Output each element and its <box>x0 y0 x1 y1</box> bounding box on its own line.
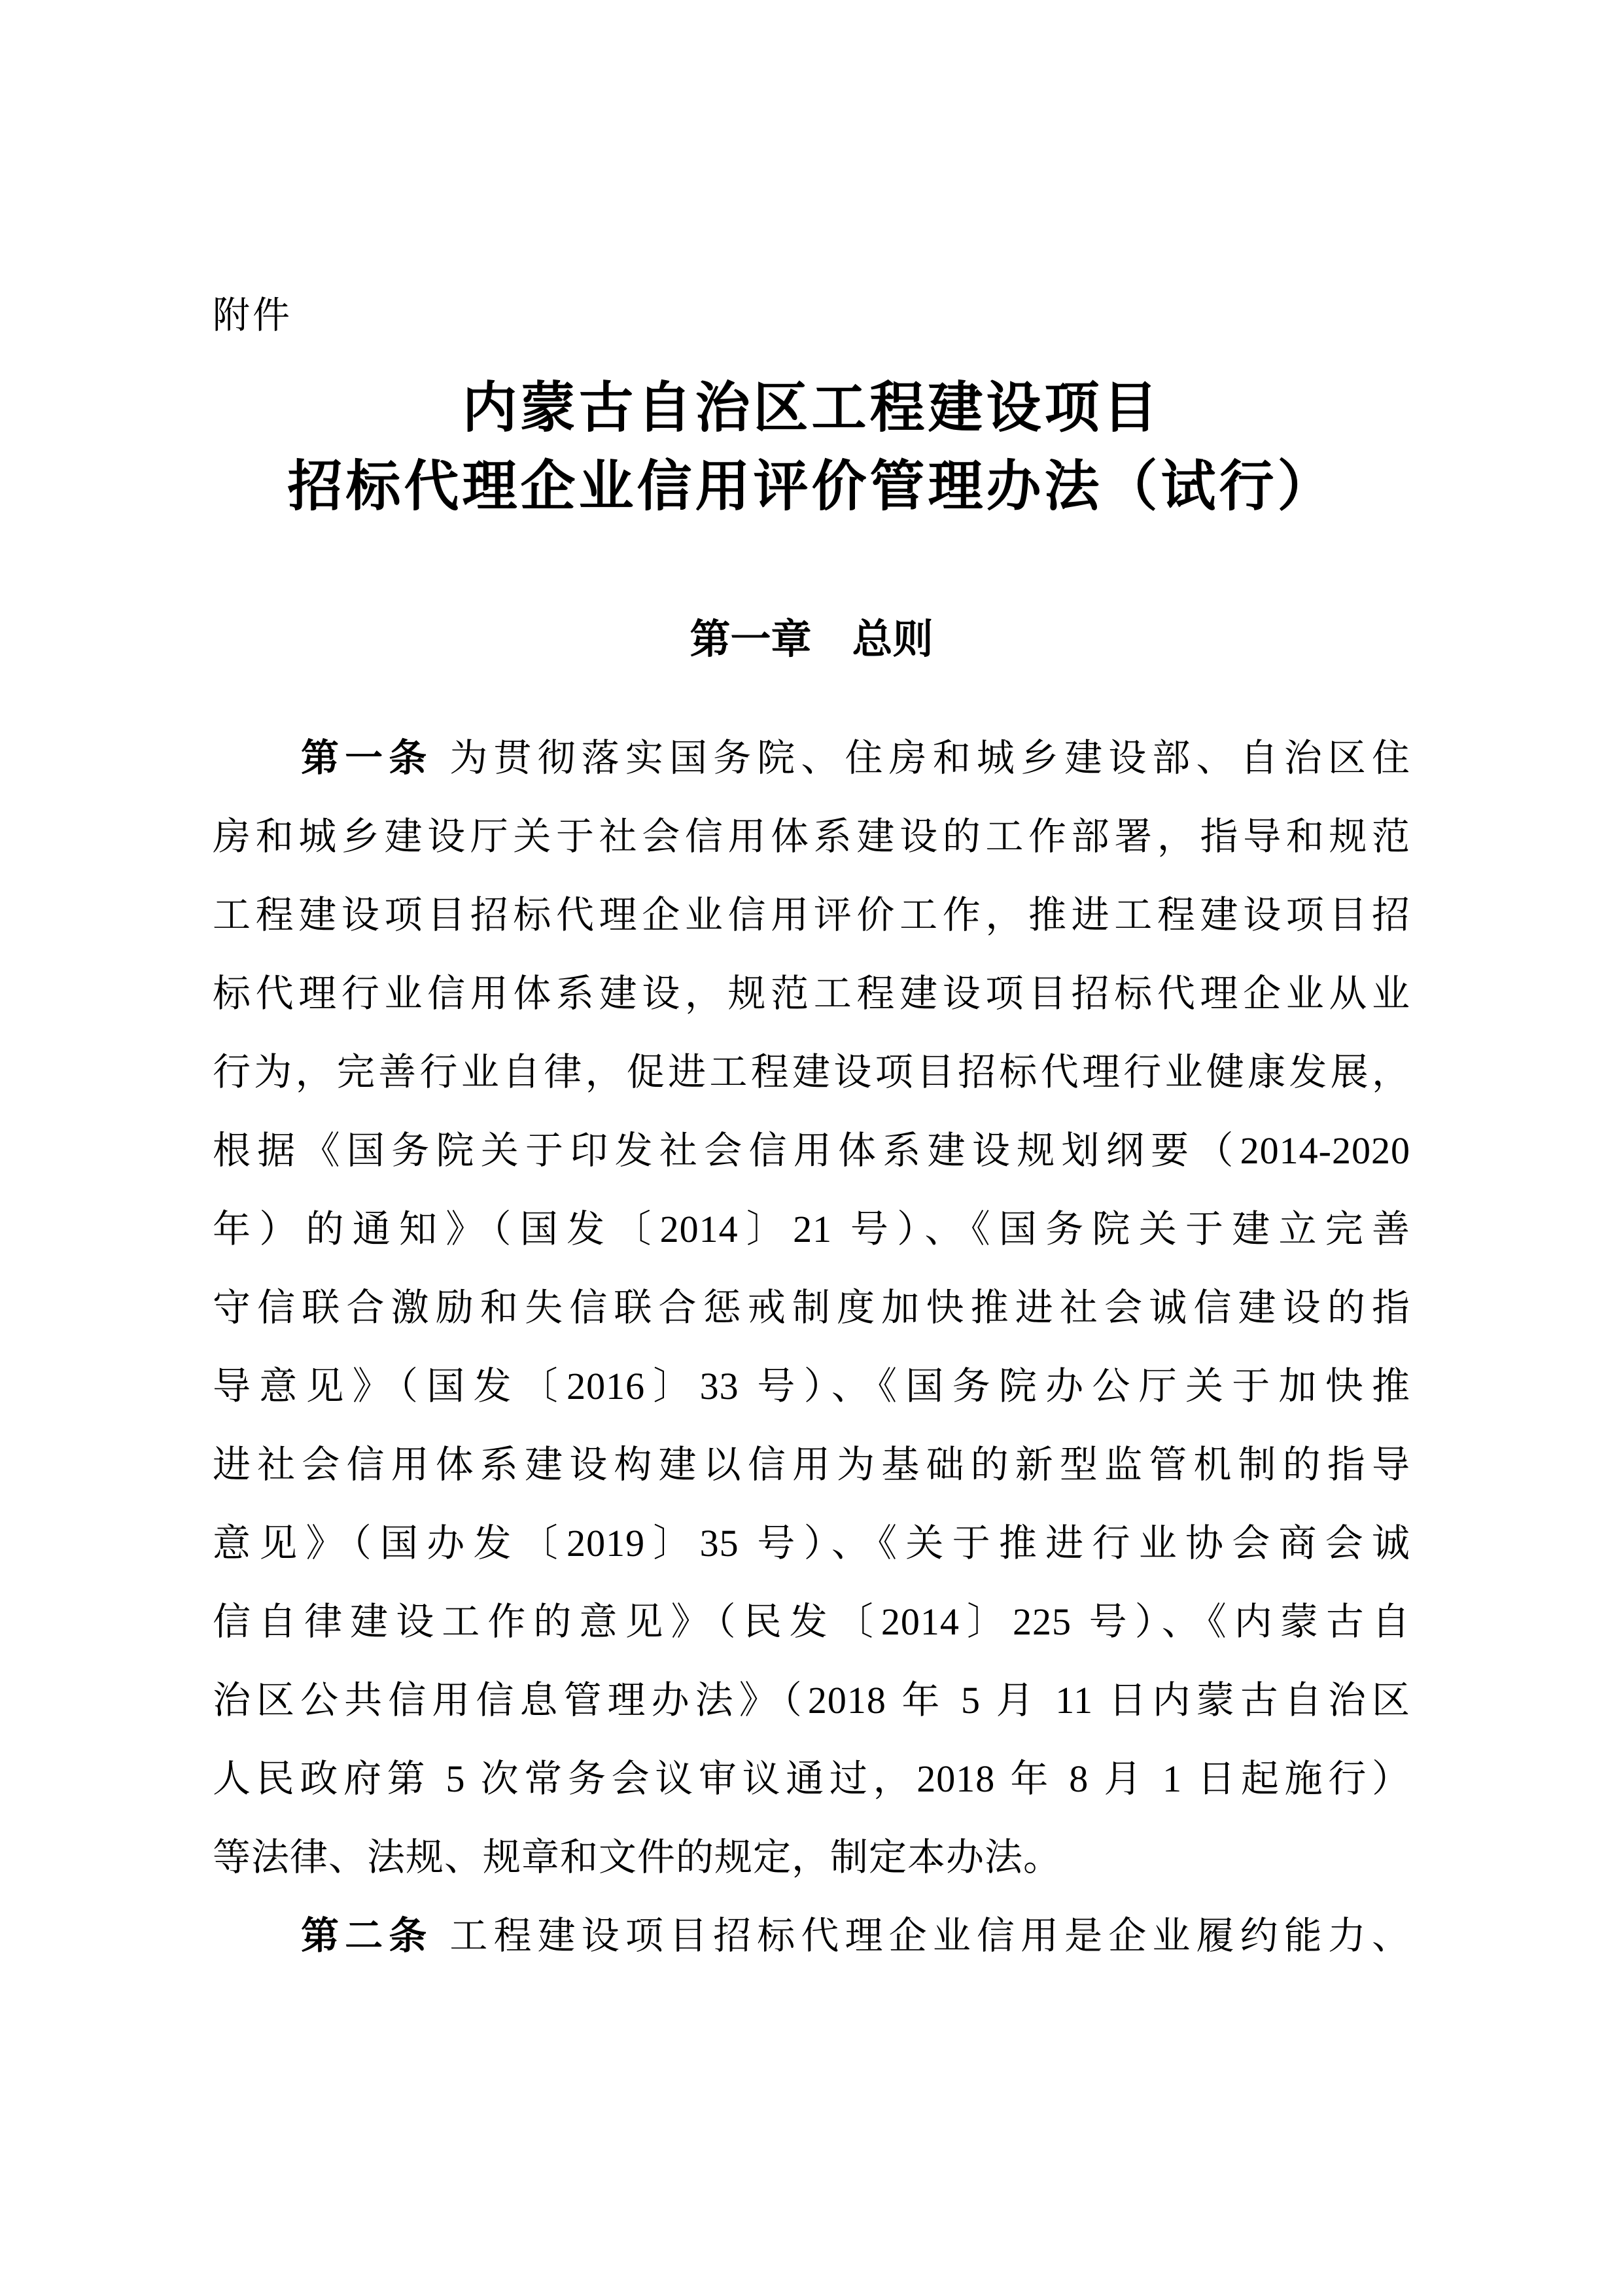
body-line: 第二条 工程建设项目招标代理企业信用是企业履约能力、 <box>301 1915 1410 1957</box>
document-title-line1: 内蒙古自治区工程建设项目 <box>462 378 1161 439</box>
body-line: 导意见》（国发〔2016〕33 号）、《国务院办公厅关于加快推 <box>213 1365 1410 1407</box>
body-line: 进社会信用体系建设构建以信用为基础的新型监管机制的指导 <box>213 1443 1410 1486</box>
body-line: 等法律、法规、规章和文件的规定，制定本办法。 <box>213 1836 1062 1879</box>
body-line: 第一条 为贯彻落实国务院、住房和城乡建设部、自治区住 <box>301 737 1410 779</box>
chapter-heading: 第一章 总则 <box>689 617 934 662</box>
body-line: 房和城乡建设厅关于社会信用体系建设的工作部署，指导和规范 <box>213 815 1410 858</box>
body-line: 年）的通知》（国发〔2014〕21 号）、《国务院关于建立完善 <box>213 1208 1410 1250</box>
body-line: 工程建设项目招标代理企业信用评价工作，推进工程建设项目招 <box>213 894 1410 936</box>
attachment-label: 附件 <box>213 294 292 336</box>
article-number: 第二条 <box>301 1915 433 1957</box>
document-title-line2: 招标代理企业信用评价管理办法（试行） <box>287 457 1336 518</box>
document-body <box>213 719 1410 1975</box>
document-title <box>213 370 1410 527</box>
body-line: 人民政府第 5 次常务会议审议通过，2018 年 8 月 1 日起施行） <box>213 1757 1410 1800</box>
body-line: 守信联合激励和失信联合惩戒制度加快推进社会诚信建设的指 <box>213 1286 1410 1329</box>
body-line: 治区公共信用信息管理办法》（2018 年 5 月 11 日内蒙古自治区 <box>213 1679 1410 1722</box>
body-line: 根据《国务院关于印发社会信用体系建设规划纲要（2014-2020 <box>213 1129 1410 1172</box>
body-line: 行为，完善行业自律，促进工程建设项目招标代理行业健康发展， <box>213 1051 1410 1093</box>
body-line: 意见》（国办发〔2019〕35 号）、《关于推进行业协会商会诚 <box>213 1522 1410 1564</box>
body-line: 标代理行业信用体系建设，规范工程建设项目招标代理企业从业 <box>213 972 1410 1015</box>
article-number: 第一条 <box>301 737 433 779</box>
body-line: 信自律建设工作的意见》（民发〔2014〕225 号）、《内蒙古自 <box>213 1600 1410 1643</box>
